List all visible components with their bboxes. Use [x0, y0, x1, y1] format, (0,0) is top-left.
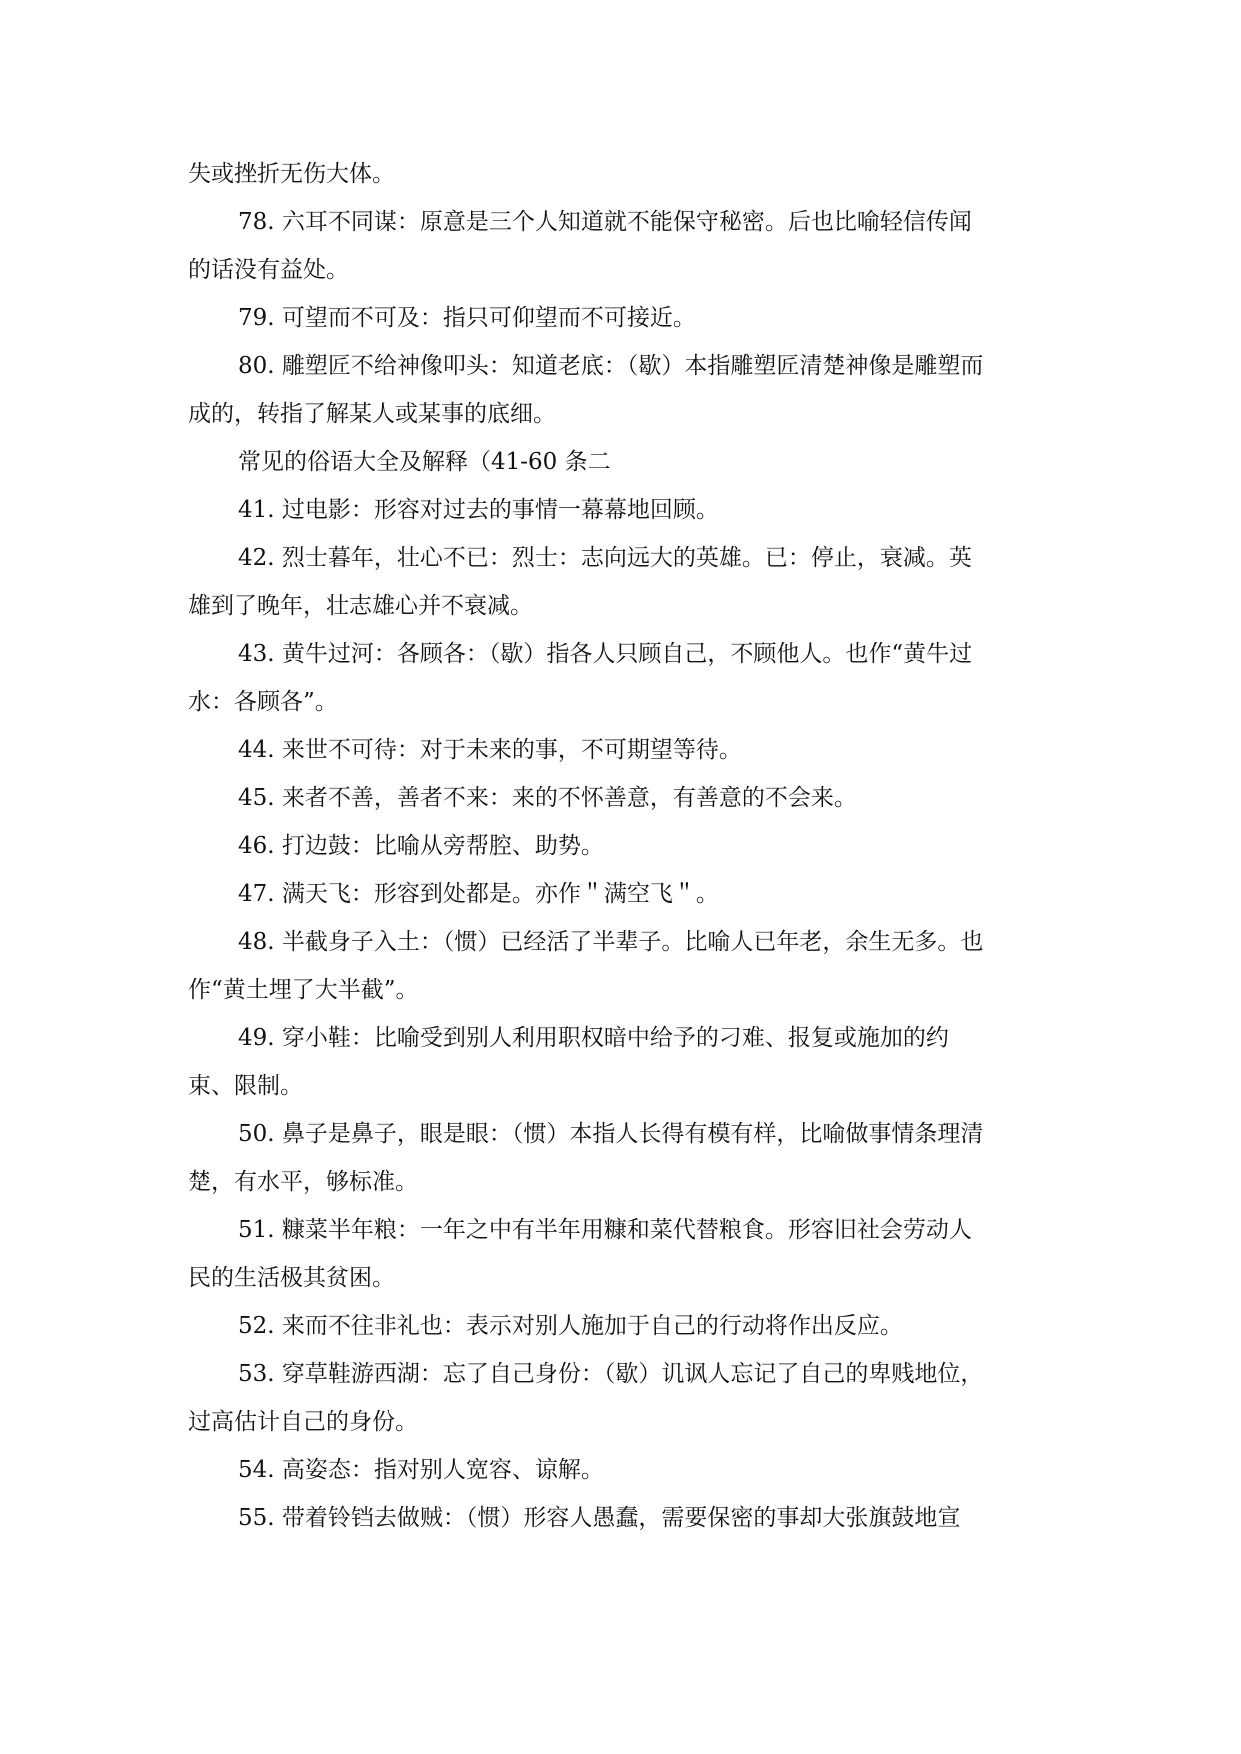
paragraph — [188, 198, 1058, 294]
paragraph — [188, 1206, 1058, 1302]
text-line: 42. 烈士暮年，壮心不已：烈士：志向远大的英雄。已：停止，衰减。英 — [238, 545, 972, 571]
text-line: 束、限制。 — [188, 1073, 303, 1099]
paragraph — [188, 1014, 1058, 1110]
paragraph — [188, 1446, 1058, 1494]
text-line: 46. 打边鼓：比喻从旁帮腔、助势。 — [238, 833, 604, 859]
text-line: 55. 带着铃铛去做贼：（惯）形容人愚蠢，需要保密的事却大张旗鼓地宣 — [238, 1505, 961, 1531]
text-line: 41. 过电影：形容对过去的事情一幕幕地回顾。 — [238, 497, 719, 523]
paragraph — [188, 726, 1058, 774]
paragraph — [188, 294, 1058, 342]
text-line: 雄到了晚年，壮志雄心并不衰减。 — [188, 593, 533, 619]
text-line: 80. 雕塑匠不给神像叩头：知道老底：（歇）本指雕塑匠清楚神像是雕塑而 — [238, 353, 984, 379]
document-body — [188, 150, 1058, 1542]
text-line: 50. 鼻子是鼻子，眼是眼：（惯）本指人长得有模有样，比喻做事情条理清 — [238, 1121, 984, 1147]
text-line: 的话没有益处。 — [188, 257, 349, 283]
paragraph — [188, 486, 1058, 534]
text-line: 49. 穿小鞋：比喻受到别人利用职权暗中给予的刁难、报复或施加的约 — [238, 1025, 949, 1051]
text-line: 48. 半截身子入土：（惯）已经活了半辈子。比喻人已年老，余生无多。也 — [238, 929, 984, 955]
paragraph — [188, 1494, 1058, 1542]
text-line: 成的，转指了解某人或某事的底细。 — [188, 401, 556, 427]
paragraph — [188, 150, 1058, 198]
text-line: 45. 来者不善，善者不来：来的不怀善意，有善意的不会来。 — [238, 785, 857, 811]
text-line: 44. 来世不可待：对于未来的事，不可期望等待。 — [238, 737, 742, 763]
text-line: 79. 可望而不可及：指只可仰望而不可接近。 — [238, 305, 696, 331]
text-line: 43. 黄牛过河：各顾各：（歇）指各人只顾自己，不顾他人。也作“黄牛过 — [238, 641, 973, 667]
text-line: 47. 满天飞：形容到处都是。亦作＂满空飞＂。 — [238, 881, 719, 907]
paragraph — [188, 534, 1058, 630]
text-line: 楚，有水平，够标准。 — [188, 1169, 418, 1195]
text-line: 过高估计自己的身份。 — [188, 1409, 418, 1435]
text-line: 78. 六耳不同谋：原意是三个人知道就不能保守秘密。后也比喻轻信传闻 — [238, 209, 972, 235]
text-line: 作“黄土埋了大半截”。 — [188, 977, 419, 1003]
paragraph — [188, 630, 1058, 726]
paragraph — [188, 342, 1058, 438]
paragraph — [188, 774, 1058, 822]
text-line: 民的生活极其贫困。 — [188, 1265, 395, 1291]
text-line: 常见的俗语大全及解释（41-60 条二 — [238, 449, 611, 475]
paragraph — [188, 822, 1058, 870]
paragraph — [188, 1110, 1058, 1206]
text-line: 51. 糠菜半年粮：一年之中有半年用糠和菜代替粮食。形容旧社会劳动人 — [238, 1217, 972, 1243]
paragraph — [188, 438, 1058, 486]
paragraph — [188, 870, 1058, 918]
paragraph — [188, 918, 1058, 1014]
text-line: 53. 穿草鞋游西湖：忘了自己身份：（歇）讥讽人忘记了自己的卑贱地位， — [238, 1361, 984, 1387]
text-line: 54. 高姿态：指对别人宽容、谅解。 — [238, 1457, 604, 1483]
paragraph — [188, 1350, 1058, 1446]
text-line: 52. 来而不往非礼也：表示对别人施加于自己的行动将作出反应。 — [238, 1313, 903, 1339]
text-line: 失或挫折无伤大体。 — [188, 161, 395, 187]
paragraph — [188, 1302, 1058, 1350]
text-line: 水：各顾各”。 — [188, 689, 338, 715]
